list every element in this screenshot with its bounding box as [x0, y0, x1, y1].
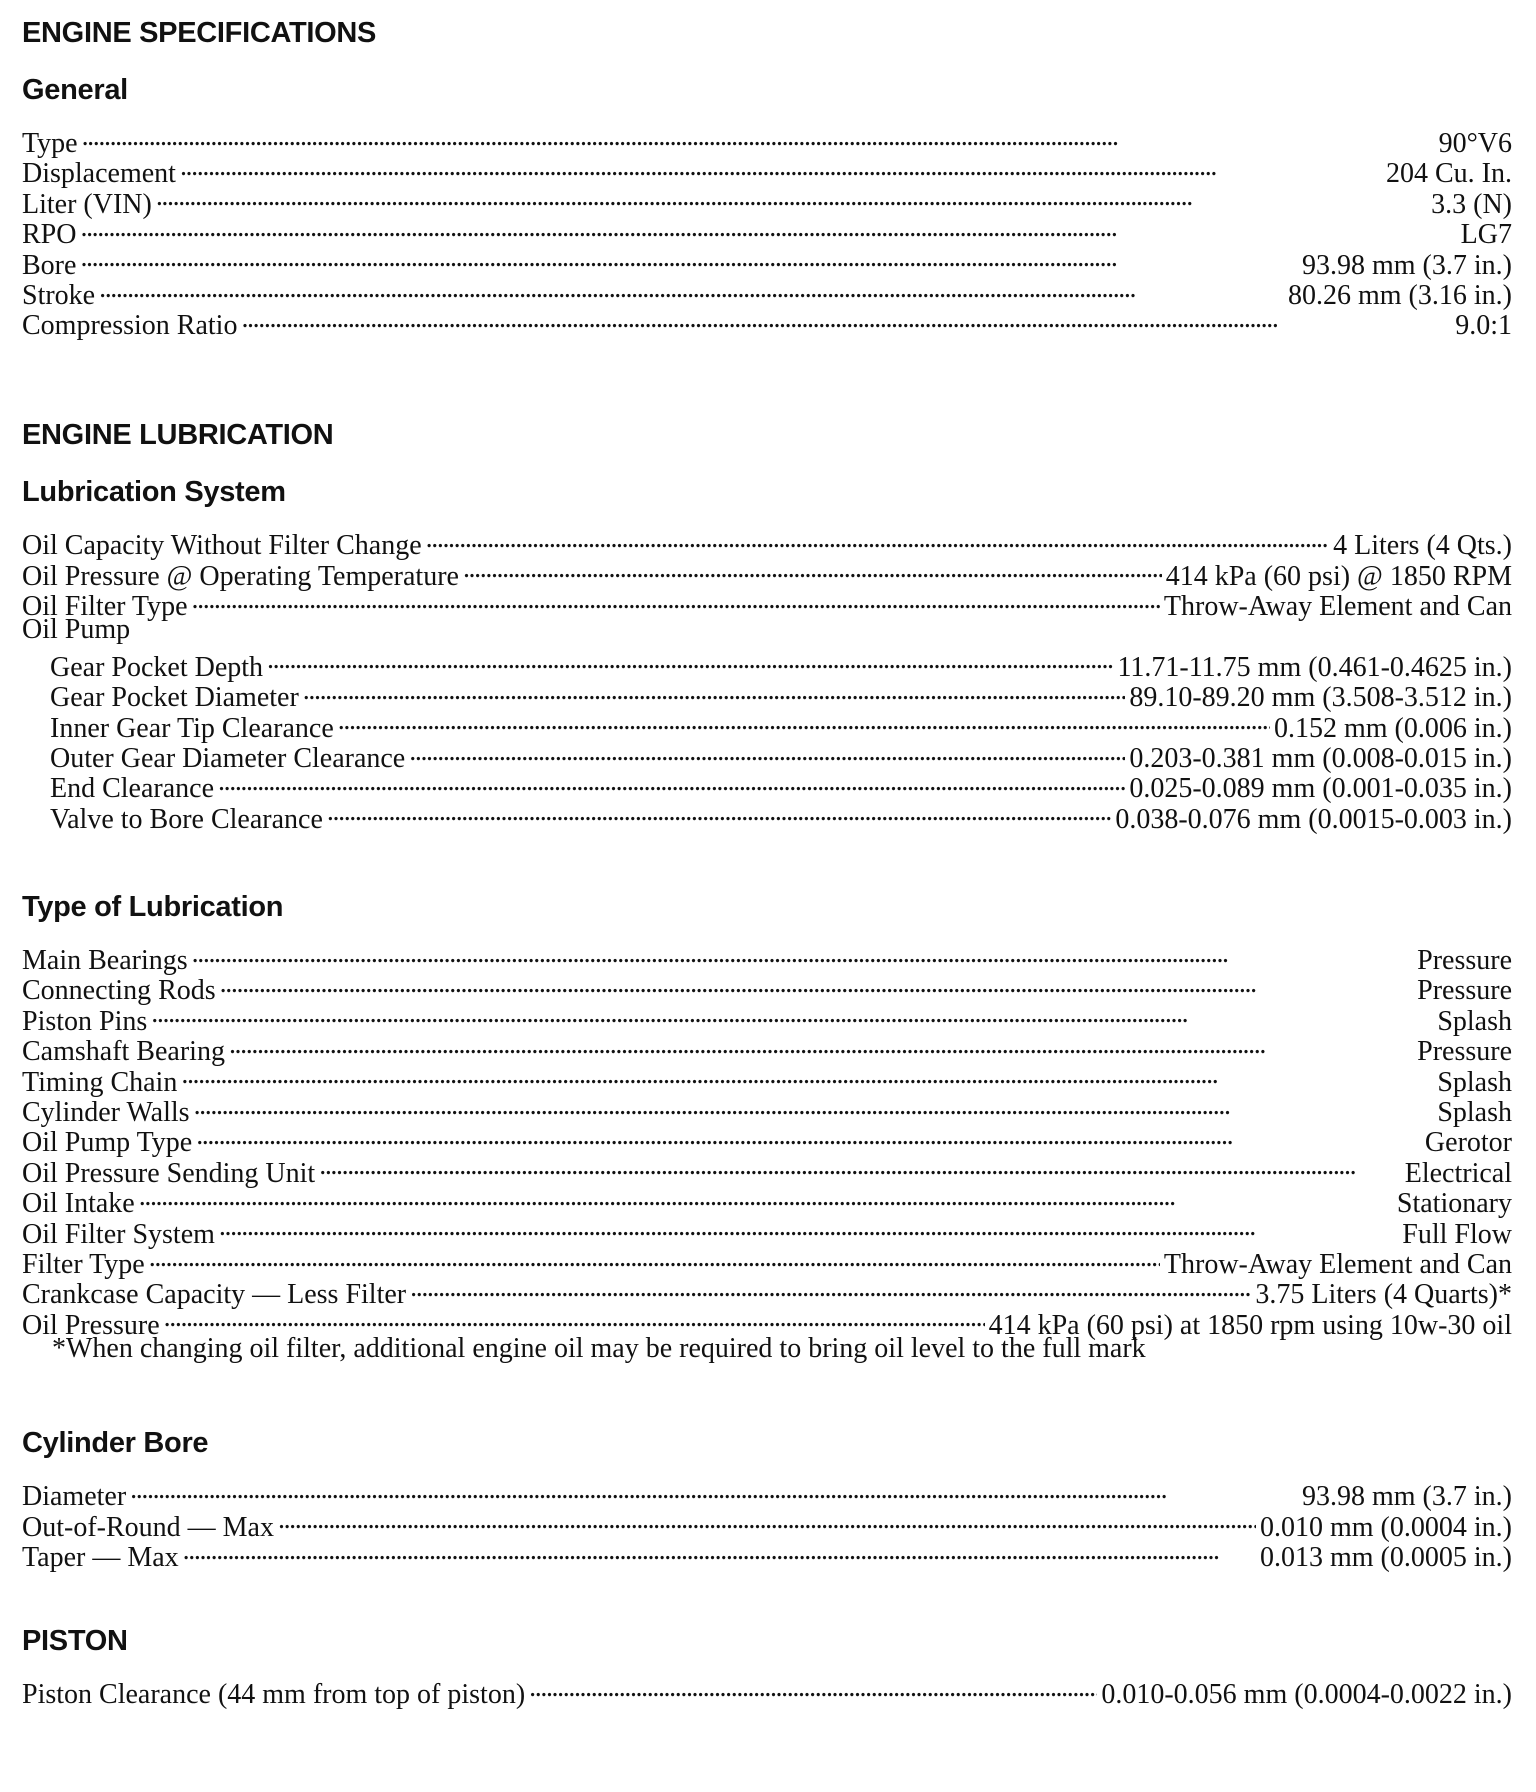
spec-value: 9.0:1 — [1455, 310, 1512, 342]
piston-heading: PISTON — [22, 1625, 128, 1658]
spec-label: Valve to Bore Clearance — [50, 803, 323, 835]
spec-row-camshaft-bearing — [22, 1030, 1512, 1068]
spec-value: 4 Liters (4 Qts.) — [1333, 530, 1512, 562]
spec-label: Piston Pins — [22, 1005, 148, 1037]
dot-leader — [278, 1505, 1256, 1535]
engine-lubrication-heading: ENGINE LUBRICATION — [22, 419, 334, 452]
spec-label: Liter (VIN) — [22, 188, 152, 220]
spec-value: 93.98 mm (3.7 in.) — [1302, 1481, 1512, 1513]
dot-leader — [80, 213, 1456, 243]
dot-leader — [181, 1060, 1433, 1090]
spec-value: Pressure — [1417, 975, 1512, 1007]
spec-label: Bore — [22, 249, 77, 281]
spec-value: Gerotor — [1424, 1127, 1512, 1159]
spec-label: Crankcase Capacity — Less Filter — [22, 1279, 407, 1311]
spec-value: Throw-Away Element and Can — [1163, 591, 1512, 623]
spec-value: Pressure — [1417, 1036, 1512, 1068]
spec-label: Oil Pressure — [22, 1309, 160, 1341]
spec-row-timing-chain — [22, 1060, 1512, 1098]
spec-value: Electrical — [1404, 1157, 1512, 1189]
spec-label: Outer Gear Diameter Clearance — [50, 743, 406, 775]
spec-label: Filter Type — [22, 1248, 145, 1280]
spec-label: Oil Pressure @ Operating Temperature — [22, 560, 459, 592]
piston-list — [22, 1673, 1512, 1711]
spec-label: End Clearance — [50, 773, 215, 805]
dot-leader — [338, 706, 1270, 736]
dot-leader — [241, 304, 1451, 334]
dot-leader — [196, 1121, 1421, 1151]
spec-label: Timing Chain — [22, 1066, 178, 1098]
dot-leader — [303, 676, 1126, 706]
spec-row-oil-pump-type — [22, 1121, 1512, 1159]
spec-label: Diameter — [22, 1481, 127, 1513]
spec-row-diameter — [22, 1475, 1512, 1513]
spec-row-rpo — [22, 213, 1512, 251]
spec-value: Stationary — [1396, 1188, 1512, 1220]
spec-label: Oil Intake — [22, 1188, 135, 1220]
engine-specifications-heading: ENGINE SPECIFICATIONS — [22, 17, 377, 49]
spec-value: 0.010 mm (0.0004 in.) — [1260, 1511, 1512, 1543]
oil-pump-label: Oil Pump — [22, 614, 131, 646]
spec-label: RPO — [22, 219, 77, 251]
spec-value: Splash — [1437, 1066, 1512, 1098]
spec-value: 0.038-0.076 mm (0.0015-0.003 in.) — [1115, 803, 1512, 835]
spec-row-displacement — [22, 152, 1512, 190]
lubrication-system-heading: Lubrication System — [22, 476, 286, 509]
dot-leader — [327, 797, 1111, 827]
spec-row-piston-pins — [22, 999, 1512, 1037]
dot-leader — [410, 1273, 1251, 1303]
lubrication-system-list — [22, 524, 1512, 835]
spec-row-type — [22, 122, 1512, 159]
type-of-lubrication-list — [22, 939, 1512, 1364]
dot-leader — [149, 1243, 1160, 1273]
dot-leader — [180, 152, 1382, 182]
spec-value: LG7 — [1460, 219, 1512, 251]
spec-value: Full Flow — [1402, 1218, 1512, 1250]
dot-leader — [267, 645, 1113, 675]
spec-row-stroke — [22, 274, 1512, 311]
spec-label: Gear Pocket Diameter — [50, 682, 299, 714]
spec-label: Compression Ratio — [22, 310, 238, 342]
dot-leader — [409, 737, 1125, 767]
dot-leader — [463, 554, 1162, 584]
spec-row-piston-clearance — [22, 1673, 1512, 1711]
spec-value: 0.203-0.381 mm (0.008-0.015 in.) — [1129, 743, 1512, 775]
oil-filter-footnote: *When changing oil filter, additional engine oil may be required to bring oil level to the full mark — [52, 1332, 1146, 1364]
dot-leader — [99, 274, 1284, 304]
spec-row-liter — [22, 182, 1512, 220]
spec-label: Inner Gear Tip Clearance — [50, 712, 334, 744]
general-heading: General — [22, 73, 128, 106]
dot-leader — [156, 182, 1427, 212]
spec-row-compression-ratio — [22, 304, 1512, 342]
spec-value: 0.010-0.056 mm (0.0004-0.0022 in.) — [1101, 1679, 1512, 1711]
spec-value: 3.75 Liters (4 Quarts)* — [1255, 1279, 1512, 1311]
spec-row-cylinder-walls — [22, 1091, 1512, 1128]
spec-label: Type — [22, 127, 78, 159]
dot-leader — [220, 969, 1413, 999]
spec-row-oil-filter-system — [22, 1212, 1512, 1250]
spec-row-gear-pocket-depth — [22, 645, 1512, 683]
spec-label: Gear Pocket Depth — [50, 651, 264, 683]
spec-value: 0.013 mm (0.0005 in.) — [1260, 1542, 1512, 1574]
spec-value: 3.3 (N) — [1431, 188, 1512, 220]
spec-label: Taper — Max — [22, 1542, 179, 1574]
spec-value: Splash — [1437, 1096, 1512, 1128]
spec-row-oil-capacity — [22, 524, 1512, 562]
spec-value: Throw-Away Element and Can — [1163, 1248, 1512, 1280]
spec-row-oil-intake — [22, 1182, 1512, 1220]
dot-leader — [139, 1182, 1393, 1212]
spec-value: 414 kPa (60 psi) @ 1850 RPM — [1165, 560, 1512, 592]
dot-leader — [529, 1673, 1097, 1703]
spec-label: Piston Clearance (44 mm from top of piston) — [22, 1679, 526, 1711]
dot-leader — [164, 1303, 985, 1333]
dot-leader — [151, 999, 1433, 1029]
spec-row-main-bearings — [22, 939, 1512, 977]
dot-leader — [192, 939, 1413, 969]
spec-value: 204 Cu. In. — [1386, 158, 1512, 190]
spec-value: 93.98 mm (3.7 in.) — [1302, 249, 1512, 281]
spec-label: Camshaft Bearing — [22, 1036, 225, 1068]
spec-label: Out-of-Round — Max — [22, 1511, 274, 1543]
spec-label: Displacement — [22, 158, 176, 190]
cylinder-bore-list — [22, 1475, 1512, 1574]
spec-value: 0.025-0.089 mm (0.001-0.035 in.) — [1129, 773, 1512, 805]
dot-leader — [80, 243, 1298, 273]
spec-value: 89.10-89.20 mm (3.508-3.512 in.) — [1129, 682, 1512, 714]
spec-label: Oil Pump Type — [22, 1127, 193, 1159]
dot-leader — [192, 585, 1160, 615]
spec-value: 0.152 mm (0.006 in.) — [1274, 712, 1512, 744]
spec-value: 80.26 mm (3.16 in.) — [1288, 279, 1512, 311]
dot-leader — [82, 122, 1435, 152]
spec-label: Connecting Rods — [22, 975, 216, 1007]
dot-leader — [319, 1151, 1401, 1181]
type-of-lubrication-heading: Type of Lubrication — [22, 890, 284, 923]
spec-label: Oil Filter System — [22, 1218, 215, 1250]
spec-page — [22, 14, 1512, 1711]
spec-row-filter-type — [22, 1243, 1512, 1280]
spec-row-connecting-rods — [22, 969, 1512, 1007]
dot-leader — [219, 1212, 1398, 1242]
spec-value: 11.71-11.75 mm (0.461-0.4625 in.) — [1117, 651, 1512, 683]
spec-row-out-of-round — [22, 1505, 1512, 1543]
spec-label: Cylinder Walls — [22, 1096, 190, 1128]
spec-label: Stroke — [22, 279, 96, 311]
cylinder-bore-heading: Cylinder Bore — [22, 1427, 209, 1460]
spec-row-bore — [22, 243, 1512, 281]
dot-leader — [229, 1030, 1413, 1060]
dot-leader — [183, 1536, 1256, 1566]
spec-value: 414 kPa (60 psi) at 1850 rpm using 10w-30 oil — [988, 1309, 1512, 1341]
spec-value: 90°V6 — [1438, 127, 1512, 159]
general-spec-list — [22, 122, 1512, 342]
spec-value: Splash — [1437, 1005, 1512, 1037]
dot-leader — [218, 767, 1125, 797]
spec-label: Oil Capacity Without Filter Change — [22, 530, 422, 562]
spec-value: Pressure — [1417, 945, 1512, 977]
spec-label: Oil Pressure Sending Unit — [22, 1157, 316, 1189]
spec-label: Main Bearings — [22, 945, 188, 977]
dot-leader — [426, 524, 1330, 554]
dot-leader — [130, 1475, 1298, 1505]
dot-leader — [194, 1091, 1434, 1121]
spec-row-oil-pressure-sending-unit — [22, 1151, 1512, 1189]
spec-label: Oil Filter Type — [22, 591, 188, 623]
